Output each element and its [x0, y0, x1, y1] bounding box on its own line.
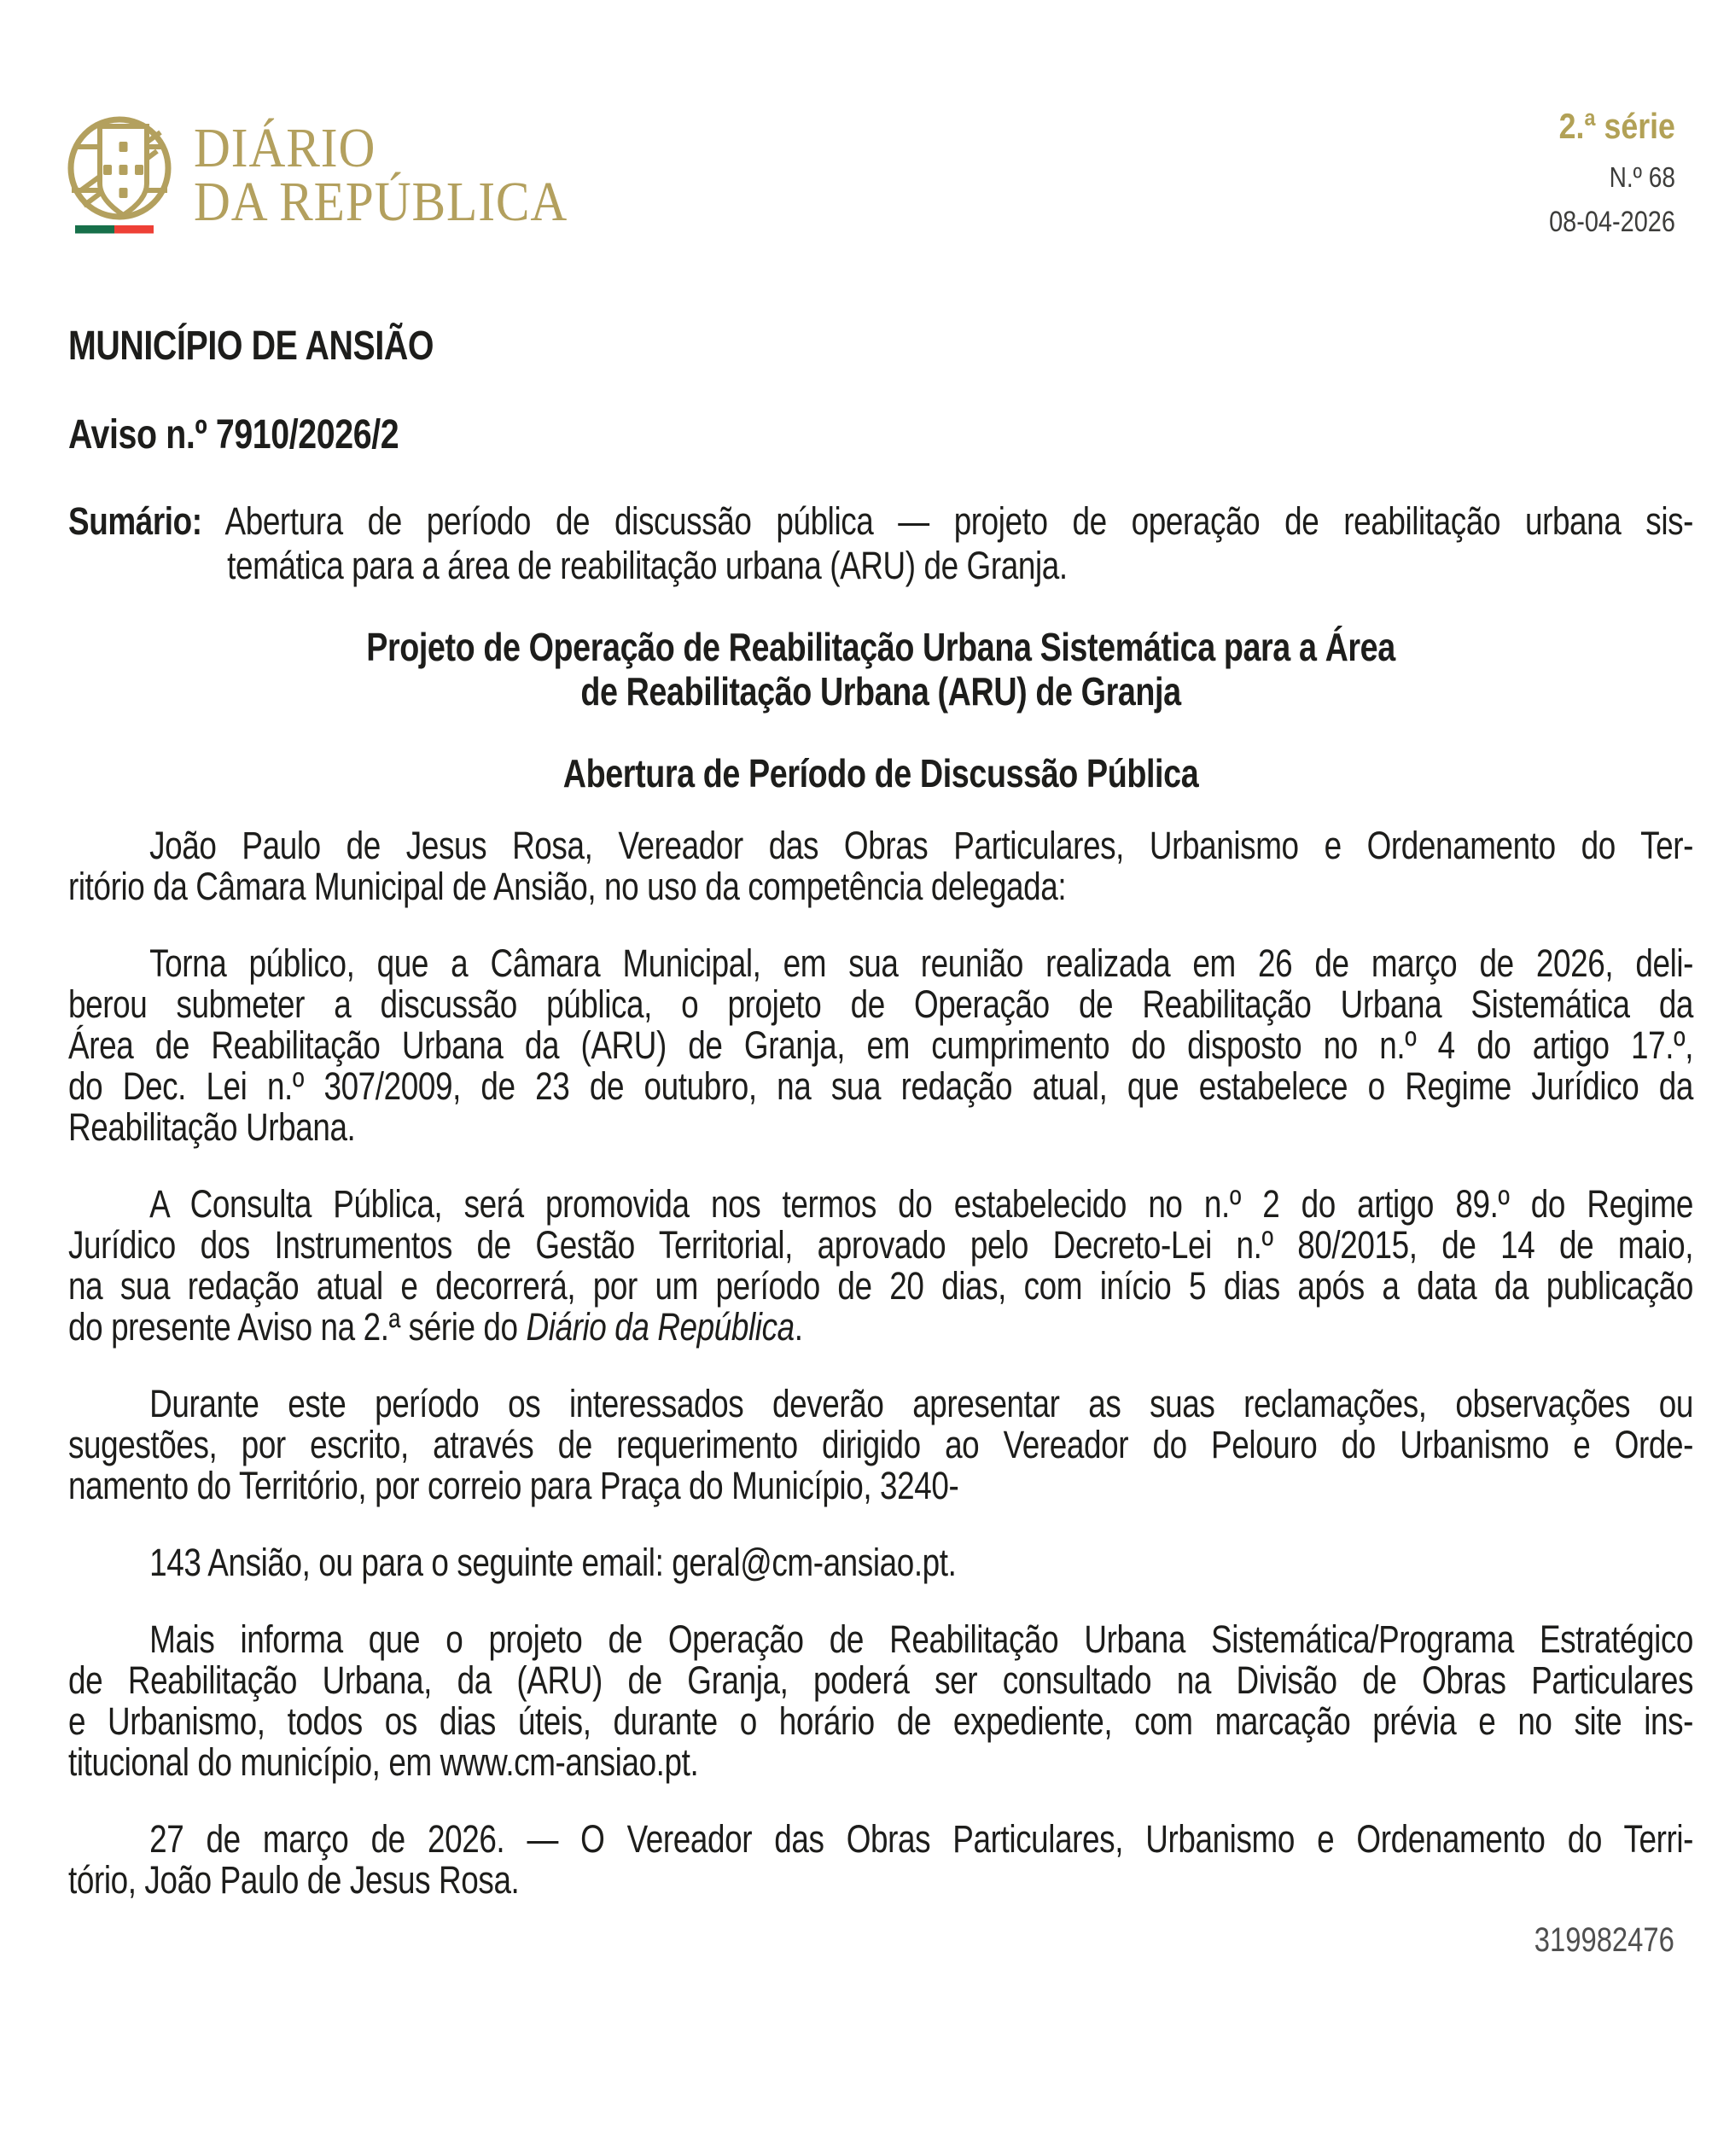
text-line: do presente Aviso na 2.ª série do Diário da República. — [68, 1305, 803, 1349]
text-line: berou submeter a discussão pública, o projeto de Operação de Reabilitação Urbana Sistemática da — [68, 982, 1694, 1026]
text-line: temática para a área de reabilitação urbana (ARU) de Granja. — [227, 544, 1068, 587]
text-line: A Consulta Pública, será promovida nos termos do estabelecido no n.º 2 do artigo 89.º do Regime — [149, 1182, 1694, 1226]
text-line: de Reabilitação Urbana, da (ARU) de Granja, poderá ser consultado na Divisão de Obras Particulares — [68, 1658, 1694, 1702]
paragraph — [68, 1384, 1693, 1506]
text-line: Torna público, que a Câmara Municipal, em sua reunião realizada em 26 de março de 2026, deli- — [149, 941, 1694, 985]
logo-line-2: DA REPÚBLICA — [194, 171, 568, 233]
text-line: ritório da Câmara Municipal de Ansião, no uso da competência delegada: — [68, 865, 1067, 908]
paragraph — [68, 1619, 1693, 1783]
text-line: Área de Reabilitação Urbana da (ARU) de Granja, em cumprimento do disposto no n.º 4 do artigo 17.º, — [68, 1023, 1694, 1067]
text-line: e Urbanismo, todos os dias úteis, durante o horário de expediente, com marcação prévia e no site ins- — [68, 1699, 1694, 1743]
document-subtitle — [68, 751, 1693, 795]
text-line: namento do Território, por correio para Praça do Município, 3240- — [68, 1464, 959, 1507]
document-title — [68, 625, 1693, 714]
text-line: titucional do município, em www.cm-ansiao.pt. — [68, 1740, 699, 1784]
paragraph — [68, 943, 1693, 1148]
document-body — [68, 324, 1693, 1961]
issue-number: N.º 68 — [1609, 161, 1675, 193]
notice-number: Aviso n.º 7910/2026/2 — [68, 412, 399, 457]
text-line: 27 de março de 2026. — O Vereador das Obras Particulares, Urbanismo e Ordenamento do Terri- — [149, 1817, 1694, 1861]
text-line: Abertura de Período de Discussão Pública — [562, 751, 1199, 795]
paragraph — [68, 1542, 1693, 1583]
text-line: Mais informa que o projeto de Operação de Reabilitação Urbana Sistemática/Programa Estratégico — [149, 1617, 1694, 1661]
registry-number: 319982476 — [1534, 1921, 1674, 1959]
text-line: João Paulo de Jesus Rosa, Vereador das Obras Particulares, Urbanismo e Ordenamento do Ter- — [149, 824, 1694, 867]
diario-da-republica-emblem-icon — [67, 112, 174, 236]
paragraph — [68, 825, 1693, 907]
text-line: 143 Ansião, ou para o seguinte email: geral@cm-ansiao.pt. — [149, 1541, 957, 1584]
text-line: Reabilitação Urbana. — [68, 1105, 356, 1149]
paragraph — [68, 1819, 1693, 1901]
issue-date: 08-04-2026 — [1549, 206, 1675, 238]
gazette-logo-wordmark — [194, 117, 568, 233]
text-line: de Reabilitação Urbana (ARU) de Granja — [580, 669, 1181, 714]
text-line: Sumário: Abertura de período de discussão pública — projeto de operação de reabilitação urbana sis- — [68, 499, 1694, 543]
logo-line-1: DIÁRIO — [194, 117, 376, 179]
summary-block — [68, 499, 1693, 588]
text-line: Durante este período os interessados deverão apresentar as suas reclamações, observações ou — [149, 1382, 1694, 1425]
series-label: 2.ª série — [1558, 106, 1675, 146]
text-line: na sua redação atual e decorrerá, por um período de 20 dias, com início 5 dias após a data da publicação — [68, 1264, 1694, 1308]
municipality-title: MUNICÍPIO DE ANSIÃO — [68, 323, 434, 369]
text-line: tório, João Paulo de Jesus Rosa. — [68, 1858, 520, 1902]
text-line: do Dec. Lei n.º 307/2009, de 23 de outubro, na sua redação atual, que estabelece o Regime Jurídico da — [68, 1064, 1694, 1108]
text-line: sugestões, por escrito, através de requerimento dirigido ao Vereador do Pelouro do Urbanismo e Orde- — [68, 1423, 1694, 1466]
paragraph — [68, 1184, 1693, 1348]
text-line: Jurídico dos Instrumentos de Gestão Territorial, aprovado pelo Decreto-Lei n.º 80/2015, de 14 de maio, — [68, 1223, 1694, 1267]
edition-info — [1549, 106, 1675, 239]
text-line: Projeto de Operação de Reabilitação Urbana Sistemática para a Área — [366, 625, 1395, 669]
